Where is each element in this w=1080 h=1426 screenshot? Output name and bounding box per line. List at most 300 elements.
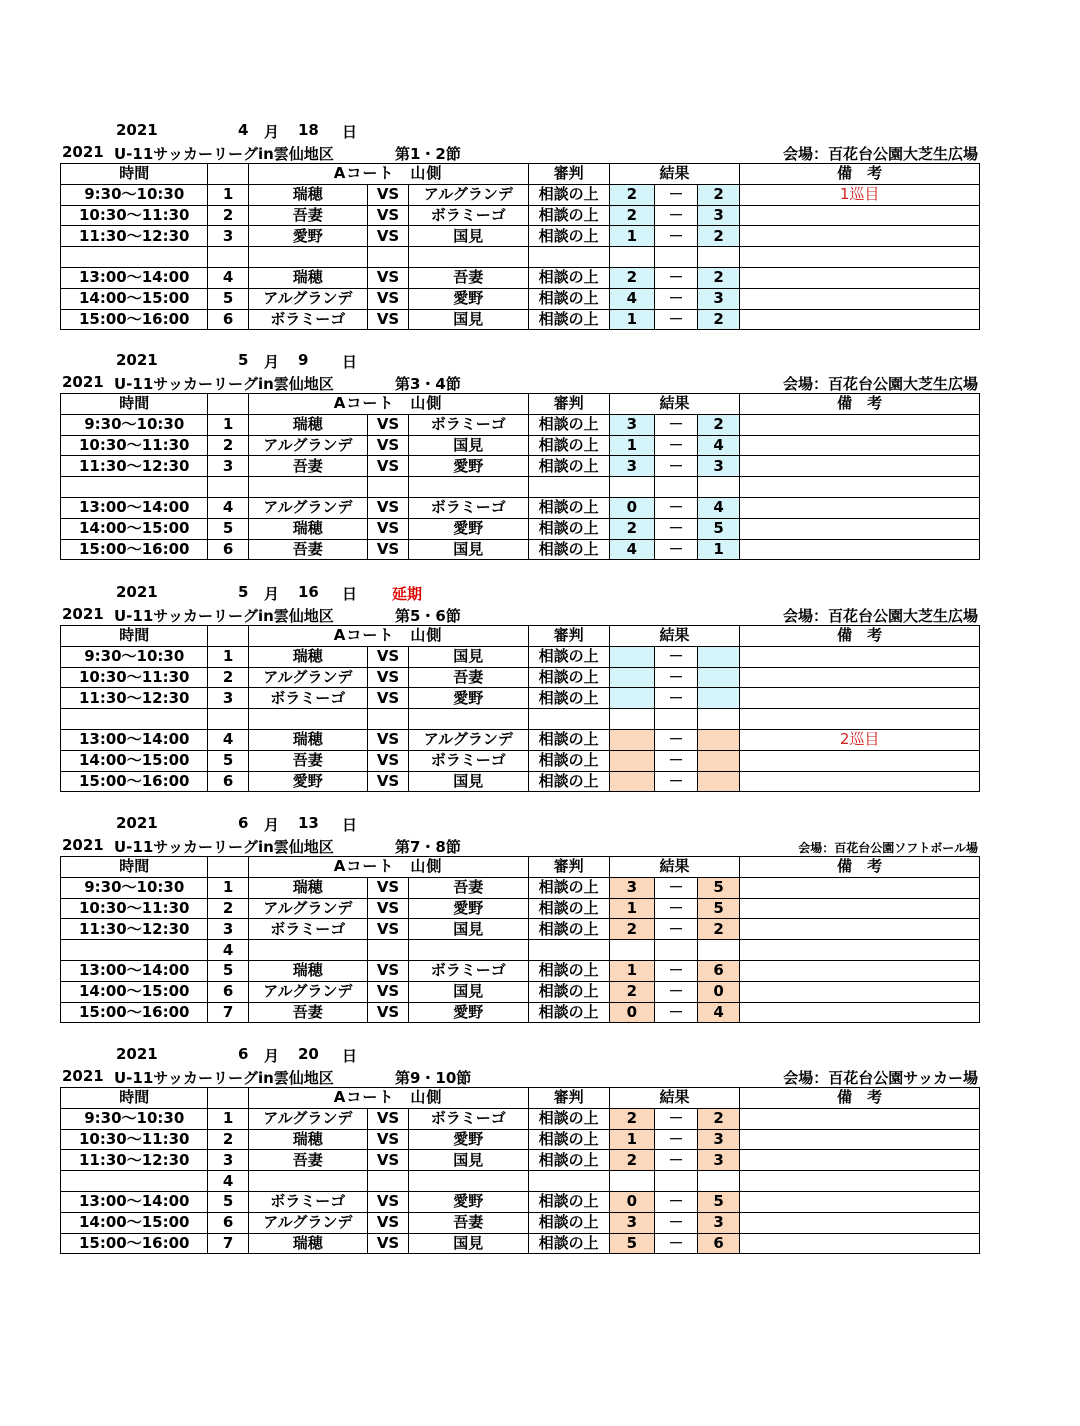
table-row bbox=[61, 414, 980, 435]
away-team: 国見 bbox=[409, 646, 528, 667]
away-team: 国見 bbox=[409, 435, 528, 456]
season-year: 2021 bbox=[62, 143, 104, 161]
season-year: 2021 bbox=[62, 373, 104, 391]
home-team bbox=[248, 1171, 367, 1192]
away-score: 2 bbox=[698, 267, 740, 288]
table-row bbox=[61, 309, 980, 330]
header-time: 時間 bbox=[61, 1088, 208, 1109]
away-team: 愛野 bbox=[409, 898, 528, 919]
away-score: 5 bbox=[698, 1191, 740, 1212]
home-team: アルグランデ bbox=[248, 1108, 367, 1129]
remark bbox=[740, 877, 980, 898]
away-team: 愛野 bbox=[409, 1002, 528, 1023]
away-team: アルグランデ bbox=[409, 184, 528, 205]
match-number: 5 bbox=[208, 960, 248, 981]
away-team: 国見 bbox=[409, 539, 528, 560]
match-time: 9:30～10:30 bbox=[61, 877, 208, 898]
match-time: 10:30～11:30 bbox=[61, 205, 208, 226]
home-score: 1 bbox=[609, 1129, 654, 1150]
home-team: 瑞穂 bbox=[248, 1233, 367, 1254]
away-team: ボラミーゴ bbox=[409, 497, 528, 518]
away-team: 国見 bbox=[409, 919, 528, 940]
date-month: 6 bbox=[238, 1045, 249, 1063]
match-number: 6 bbox=[208, 309, 248, 330]
remark bbox=[740, 750, 980, 771]
score-separator: － bbox=[654, 518, 697, 539]
vs-label: VS bbox=[367, 981, 408, 1002]
referee: 相談の上 bbox=[528, 729, 609, 750]
round-label: 第9・10節 bbox=[395, 1069, 472, 1087]
away-score bbox=[698, 1171, 740, 1192]
vs-label: VS bbox=[367, 1108, 408, 1129]
referee: 相談の上 bbox=[528, 667, 609, 688]
table-header bbox=[61, 1088, 980, 1109]
away-team: ボラミーゴ bbox=[409, 1108, 528, 1129]
away-score: 2 bbox=[698, 226, 740, 247]
home-team: 吾妻 bbox=[248, 205, 367, 226]
match-time: 9:30～10:30 bbox=[61, 414, 208, 435]
score-separator: － bbox=[654, 688, 697, 709]
remark bbox=[740, 709, 980, 730]
away-team bbox=[409, 247, 528, 268]
match-time: 15:00～16:00 bbox=[61, 309, 208, 330]
score-separator: － bbox=[654, 1129, 697, 1150]
score-separator: － bbox=[654, 646, 697, 667]
score-separator: － bbox=[654, 288, 697, 309]
referee: 相談の上 bbox=[528, 1150, 609, 1171]
away-team bbox=[409, 940, 528, 961]
round-label: 第1・2節 bbox=[395, 145, 461, 163]
vs-label: VS bbox=[367, 1233, 408, 1254]
home-team bbox=[248, 709, 367, 730]
remark bbox=[740, 539, 980, 560]
home-score: 4 bbox=[609, 539, 654, 560]
date-year: 2021 bbox=[116, 121, 158, 139]
referee: 相談の上 bbox=[528, 981, 609, 1002]
match-time: 15:00～16:00 bbox=[61, 771, 208, 792]
match-number: 5 bbox=[208, 1191, 248, 1212]
match-number: 4 bbox=[208, 267, 248, 288]
header-result: 結果 bbox=[609, 857, 739, 878]
referee: 相談の上 bbox=[528, 497, 609, 518]
vs-label: VS bbox=[367, 539, 408, 560]
table-row bbox=[61, 919, 980, 940]
date-month-label: 月 bbox=[264, 816, 280, 834]
home-team: 愛野 bbox=[248, 226, 367, 247]
away-score: 6 bbox=[698, 960, 740, 981]
header-court: Aコート 山側 bbox=[248, 394, 528, 415]
referee: 相談の上 bbox=[528, 898, 609, 919]
match-time bbox=[61, 477, 208, 498]
header-remarks: 備 考 bbox=[740, 626, 980, 647]
away-score: 3 bbox=[698, 288, 740, 309]
score-separator bbox=[654, 709, 697, 730]
home-team: 吾妻 bbox=[248, 750, 367, 771]
table-row bbox=[61, 877, 980, 898]
referee bbox=[528, 247, 609, 268]
away-score: 3 bbox=[698, 1129, 740, 1150]
match-number: 6 bbox=[208, 771, 248, 792]
date-year: 2021 bbox=[116, 1045, 158, 1063]
home-team: 愛野 bbox=[248, 771, 367, 792]
home-team bbox=[248, 247, 367, 268]
table-row bbox=[61, 497, 980, 518]
table-header bbox=[61, 626, 980, 647]
league-name: U-11サッカーリーグin雲仙地区 bbox=[114, 607, 334, 625]
schedule-table bbox=[60, 856, 980, 1023]
match-number: 6 bbox=[208, 981, 248, 1002]
home-score bbox=[609, 247, 654, 268]
match-time: 14:00～15:00 bbox=[61, 750, 208, 771]
away-team: ボラミーゴ bbox=[409, 205, 528, 226]
match-number: 4 bbox=[208, 497, 248, 518]
away-team: アルグランデ bbox=[409, 729, 528, 750]
referee: 相談の上 bbox=[528, 1191, 609, 1212]
table-row bbox=[61, 1171, 980, 1192]
vs-label bbox=[367, 709, 408, 730]
vs-label: VS bbox=[367, 288, 408, 309]
table-header bbox=[61, 394, 980, 415]
schedule-table bbox=[60, 1087, 980, 1254]
remark bbox=[740, 1150, 980, 1171]
referee: 相談の上 bbox=[528, 435, 609, 456]
match-time: 11:30～12:30 bbox=[61, 1150, 208, 1171]
vs-label: VS bbox=[367, 960, 408, 981]
schedule-table bbox=[60, 393, 980, 560]
header-referee: 審判 bbox=[528, 164, 609, 185]
away-team: 吾妻 bbox=[409, 267, 528, 288]
date-day: 16 bbox=[298, 583, 319, 601]
home-team: アルグランデ bbox=[248, 1212, 367, 1233]
date-day-label: 日 bbox=[342, 123, 358, 141]
match-time: 11:30～12:30 bbox=[61, 456, 208, 477]
date-month-label: 月 bbox=[264, 123, 280, 141]
match-time: 10:30～11:30 bbox=[61, 667, 208, 688]
match-time: 14:00～15:00 bbox=[61, 1212, 208, 1233]
vs-label: VS bbox=[367, 205, 408, 226]
venue-label: 会場：百花台公園サッカー場 bbox=[783, 1069, 978, 1087]
header-referee: 審判 bbox=[528, 1088, 609, 1109]
league-name: U-11サッカーリーグin雲仙地区 bbox=[114, 838, 334, 856]
referee: 相談の上 bbox=[528, 771, 609, 792]
league-title bbox=[60, 836, 980, 856]
referee: 相談の上 bbox=[528, 919, 609, 940]
away-score bbox=[698, 477, 740, 498]
header-court: Aコート 山側 bbox=[248, 857, 528, 878]
table-row bbox=[61, 1233, 980, 1254]
away-score: 5 bbox=[698, 518, 740, 539]
header-blank bbox=[208, 394, 248, 415]
table-row bbox=[61, 688, 980, 709]
home-score: 0 bbox=[609, 1002, 654, 1023]
table-row bbox=[61, 729, 980, 750]
match-number: 3 bbox=[208, 688, 248, 709]
away-score bbox=[698, 940, 740, 961]
home-team: 瑞穂 bbox=[248, 184, 367, 205]
home-score: 1 bbox=[609, 898, 654, 919]
match-number: 4 bbox=[208, 1171, 248, 1192]
away-score: 3 bbox=[698, 1150, 740, 1171]
header-referee: 審判 bbox=[528, 394, 609, 415]
score-separator: － bbox=[654, 1108, 697, 1129]
home-team: 吾妻 bbox=[248, 1002, 367, 1023]
table-row bbox=[61, 667, 980, 688]
match-time: 15:00～16:00 bbox=[61, 1233, 208, 1254]
venue-label: 会場：百花台公園ソフトボール場 bbox=[798, 841, 978, 855]
score-separator: － bbox=[654, 539, 697, 560]
referee bbox=[528, 940, 609, 961]
date-month-label: 月 bbox=[264, 585, 280, 603]
away-score: 4 bbox=[698, 435, 740, 456]
match-time: 11:30～12:30 bbox=[61, 226, 208, 247]
header-court: Aコート 山側 bbox=[248, 164, 528, 185]
match-number: 3 bbox=[208, 456, 248, 477]
header-blank bbox=[208, 857, 248, 878]
remark bbox=[740, 771, 980, 792]
date-day-label: 日 bbox=[342, 353, 358, 371]
remark bbox=[740, 981, 980, 1002]
match-number: 1 bbox=[208, 1108, 248, 1129]
venue-label: 会場：百花台公園大芝生広場 bbox=[782, 145, 978, 163]
match-date bbox=[60, 121, 980, 141]
away-team bbox=[409, 709, 528, 730]
referee: 相談の上 bbox=[528, 456, 609, 477]
away-team: 愛野 bbox=[409, 1191, 528, 1212]
table-row bbox=[61, 456, 980, 477]
score-separator bbox=[654, 247, 697, 268]
referee: 相談の上 bbox=[528, 646, 609, 667]
score-separator: － bbox=[654, 267, 697, 288]
table-row bbox=[61, 1002, 980, 1023]
away-team: 国見 bbox=[409, 771, 528, 792]
remark bbox=[740, 1002, 980, 1023]
away-score: 2 bbox=[698, 414, 740, 435]
referee: 相談の上 bbox=[528, 205, 609, 226]
table-row bbox=[61, 267, 980, 288]
header-blank bbox=[208, 1088, 248, 1109]
date-day: 9 bbox=[298, 351, 309, 369]
away-score bbox=[698, 729, 740, 750]
home-score: 0 bbox=[609, 1191, 654, 1212]
score-separator: － bbox=[654, 456, 697, 477]
away-team: 吾妻 bbox=[409, 667, 528, 688]
referee: 相談の上 bbox=[528, 184, 609, 205]
date-day: 13 bbox=[298, 814, 319, 832]
home-team: 瑞穂 bbox=[248, 518, 367, 539]
match-time: 14:00～15:00 bbox=[61, 288, 208, 309]
score-separator: － bbox=[654, 1002, 697, 1023]
remark bbox=[740, 414, 980, 435]
vs-label: VS bbox=[367, 497, 408, 518]
home-team bbox=[248, 940, 367, 961]
header-remarks: 備 考 bbox=[740, 164, 980, 185]
referee: 相談の上 bbox=[528, 877, 609, 898]
referee: 相談の上 bbox=[528, 688, 609, 709]
score-separator: － bbox=[654, 1233, 697, 1254]
match-time: 11:30～12:30 bbox=[61, 688, 208, 709]
away-team: ボラミーゴ bbox=[409, 960, 528, 981]
home-score: 2 bbox=[609, 205, 654, 226]
away-score: 4 bbox=[698, 497, 740, 518]
away-score: 2 bbox=[698, 309, 740, 330]
match-number: 2 bbox=[208, 205, 248, 226]
home-score: 1 bbox=[609, 435, 654, 456]
home-score bbox=[609, 667, 654, 688]
away-team: 国見 bbox=[409, 226, 528, 247]
away-team: ボラミーゴ bbox=[409, 414, 528, 435]
referee bbox=[528, 1171, 609, 1192]
remark bbox=[740, 477, 980, 498]
remark bbox=[740, 247, 980, 268]
vs-label bbox=[367, 477, 408, 498]
remark bbox=[740, 435, 980, 456]
home-score: 2 bbox=[609, 267, 654, 288]
vs-label: VS bbox=[367, 1150, 408, 1171]
remark bbox=[740, 288, 980, 309]
header-court: Aコート 山側 bbox=[248, 626, 528, 647]
match-date bbox=[60, 583, 980, 603]
round-label: 第5・6節 bbox=[395, 607, 461, 625]
away-team: 国見 bbox=[409, 309, 528, 330]
match-time: 9:30～10:30 bbox=[61, 184, 208, 205]
match-date bbox=[60, 814, 980, 834]
home-score bbox=[609, 646, 654, 667]
header-time: 時間 bbox=[61, 394, 208, 415]
remark bbox=[740, 688, 980, 709]
score-separator: － bbox=[654, 414, 697, 435]
away-score: 3 bbox=[698, 205, 740, 226]
away-team: 愛野 bbox=[409, 688, 528, 709]
home-score: 1 bbox=[609, 309, 654, 330]
table-row bbox=[61, 750, 980, 771]
away-score: 4 bbox=[698, 1002, 740, 1023]
remark bbox=[740, 1108, 980, 1129]
match-date bbox=[60, 351, 980, 371]
home-team: ボラミーゴ bbox=[248, 309, 367, 330]
score-separator: － bbox=[654, 184, 697, 205]
home-team: アルグランデ bbox=[248, 435, 367, 456]
home-score bbox=[609, 688, 654, 709]
date-year: 2021 bbox=[116, 351, 158, 369]
away-score: 5 bbox=[698, 898, 740, 919]
away-team: ボラミーゴ bbox=[409, 750, 528, 771]
date-year: 2021 bbox=[116, 583, 158, 601]
home-score: 2 bbox=[609, 919, 654, 940]
home-score: 5 bbox=[609, 1233, 654, 1254]
remark bbox=[740, 1212, 980, 1233]
match-number: 1 bbox=[208, 646, 248, 667]
away-score: 0 bbox=[698, 981, 740, 1002]
vs-label: VS bbox=[367, 1191, 408, 1212]
match-time: 10:30～11:30 bbox=[61, 435, 208, 456]
match-time bbox=[61, 247, 208, 268]
home-team: ボラミーゴ bbox=[248, 688, 367, 709]
home-score bbox=[609, 477, 654, 498]
away-score: 3 bbox=[698, 456, 740, 477]
match-time bbox=[61, 709, 208, 730]
match-number: 4 bbox=[208, 729, 248, 750]
match-number: 5 bbox=[208, 750, 248, 771]
header-result: 結果 bbox=[609, 626, 739, 647]
away-score bbox=[698, 247, 740, 268]
remark bbox=[740, 919, 980, 940]
vs-label: VS bbox=[367, 414, 408, 435]
match-time: 13:00～14:00 bbox=[61, 1191, 208, 1212]
score-separator: － bbox=[654, 667, 697, 688]
vs-label: VS bbox=[367, 750, 408, 771]
table-row bbox=[61, 477, 980, 498]
match-number: 7 bbox=[208, 1233, 248, 1254]
match-time: 10:30～11:30 bbox=[61, 898, 208, 919]
match-time: 15:00～16:00 bbox=[61, 539, 208, 560]
referee: 相談の上 bbox=[528, 267, 609, 288]
vs-label: VS bbox=[367, 667, 408, 688]
header-result: 結果 bbox=[609, 164, 739, 185]
home-score: 2 bbox=[609, 981, 654, 1002]
home-score: 3 bbox=[609, 877, 654, 898]
home-score bbox=[609, 729, 654, 750]
home-score: 2 bbox=[609, 518, 654, 539]
match-number: 1 bbox=[208, 184, 248, 205]
remark bbox=[740, 1171, 980, 1192]
vs-label: VS bbox=[367, 456, 408, 477]
table-row bbox=[61, 709, 980, 730]
league-title bbox=[60, 143, 980, 163]
remark bbox=[740, 456, 980, 477]
season-year: 2021 bbox=[62, 605, 104, 623]
date-day: 18 bbox=[298, 121, 319, 139]
away-score bbox=[698, 750, 740, 771]
match-number: 1 bbox=[208, 877, 248, 898]
home-score: 4 bbox=[609, 288, 654, 309]
date-month-label: 月 bbox=[264, 353, 280, 371]
referee: 相談の上 bbox=[528, 1212, 609, 1233]
away-team: 愛野 bbox=[409, 288, 528, 309]
vs-label: VS bbox=[367, 646, 408, 667]
home-score bbox=[609, 1171, 654, 1192]
vs-label: VS bbox=[367, 1002, 408, 1023]
away-team: 国見 bbox=[409, 1233, 528, 1254]
home-team: アルグランデ bbox=[248, 667, 367, 688]
score-separator bbox=[654, 477, 697, 498]
home-score: 2 bbox=[609, 184, 654, 205]
vs-label: VS bbox=[367, 1212, 408, 1233]
score-separator: － bbox=[654, 1191, 697, 1212]
date-month: 5 bbox=[238, 351, 249, 369]
vs-label bbox=[367, 247, 408, 268]
remark bbox=[740, 960, 980, 981]
match-number: 7 bbox=[208, 1002, 248, 1023]
match-number: 2 bbox=[208, 898, 248, 919]
vs-label: VS bbox=[367, 518, 408, 539]
home-team: 瑞穂 bbox=[248, 414, 367, 435]
referee: 相談の上 bbox=[528, 1002, 609, 1023]
away-team bbox=[409, 1171, 528, 1192]
table-row bbox=[61, 771, 980, 792]
header-remarks: 備 考 bbox=[740, 394, 980, 415]
date-month: 4 bbox=[238, 121, 249, 139]
header-blank bbox=[208, 626, 248, 647]
match-time: 14:00～15:00 bbox=[61, 981, 208, 1002]
home-score: 1 bbox=[609, 960, 654, 981]
score-separator: － bbox=[654, 1212, 697, 1233]
league-title bbox=[60, 605, 980, 625]
table-row bbox=[61, 646, 980, 667]
remark bbox=[740, 205, 980, 226]
away-score bbox=[698, 667, 740, 688]
league-title bbox=[60, 1067, 980, 1087]
home-score bbox=[609, 771, 654, 792]
